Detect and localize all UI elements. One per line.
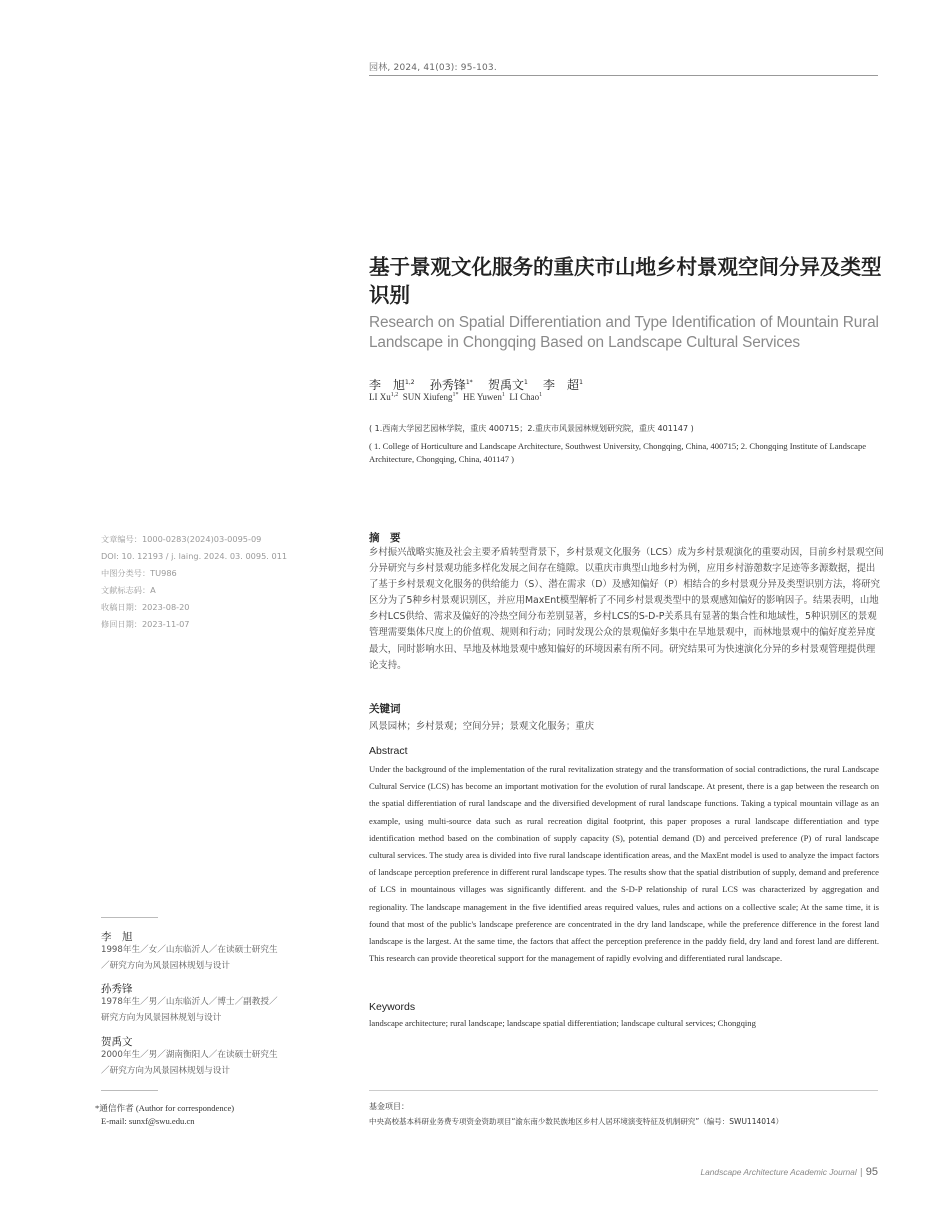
page-number: 95 (865, 1166, 878, 1178)
author-affiliation-mark: 1 (523, 379, 528, 386)
author-name: LI Xu (369, 392, 391, 402)
bio-name: 孙秀锋 (101, 983, 133, 995)
funding-text: 中央高校基本科研业务费专项资金资助项目“渝东南少数民族地区乡村人居环境演变特征及机制研究”（编号：SWU114014） (369, 1117, 784, 1126)
revised-date: 修回日期：2023-11-07 (101, 619, 190, 629)
author-affiliation-mark: 1* (465, 379, 473, 386)
title-chinese: 基于景观文化服务的重庆市山地乡村景观空间分异及类型识别 (369, 255, 882, 307)
keywords-text-chinese: 风景园林；乡村景观；空间分异；景观文化服务；重庆 (369, 721, 595, 732)
keywords-text-english: landscape architecture; rural landscape; landscape spatial differentiation; landscape cultural services; Chongqing (369, 1018, 756, 1028)
author-affiliation-mark: 1 (579, 379, 583, 386)
affiliations-english: ( 1. College of Horticulture and Landscape Architecture, Southwest University, Chongqing, China, 400715; 2. Chongqing Institute of Landscape Architecture, Chongqing, China, 401147 ) (369, 441, 867, 464)
classification-number: 中图分类号：TU986 (101, 568, 177, 578)
journal-citation: 园林, 2024, 41(03): 95-103. (369, 63, 497, 73)
abstract-text-english: Under the background of the implementation of the rural revitalization strategy and the transformation of social contradictions, the rural Landscape Cultural Service (LCS) has become an important motivation for the evolution of rural landscape. At present, there is a gap between the research on the spatial differentiation of rural landscape and the diversified development of rural landscape functions. Taking a typical mountain village as an example, using multi-source data such as rural recreation digital footprint, this paper proposes a rural landscape differentiation and type identification method based on the combination of supply capacity (S), potential demand (D) and perceived preference (P) of rural landscape cultural services. The study area is divided into five rural landscape identification areas, and the MaxEnt model is used to analyze the impact factors of landscape perception preference in different rural landscape types. The results show that the spatial distribution of supply, demand and preference of LCS in mountainous villages was significantly different. and the S-D-P relationship of rural LCS was characterized by aggregation and regionality. The landscape management in the five identified areas required values, rules and actions on a collective scale; At the same time, it is found that most of the public's landscape preference are concentrated in the dry land landscape, while the preference difference in the forest land landscape is the largest. At the same time, the factors that affect the perception preference in the paddy field, dry land and forest land are different. This research can provide theoretical support for the management of rapidly evolving and differentiated rural landscape. (369, 764, 879, 964)
bio-name: 李 旭 (101, 931, 133, 943)
received-date: 收稿日期：2023-08-20 (101, 602, 190, 612)
funding-heading: 基金项目： (369, 1102, 409, 1111)
keywords-heading-chinese: 关键词 (369, 703, 401, 715)
footer-separator: | (859, 1168, 863, 1178)
bio-text: 2000年生／男／湖南衡阳人／在读硕士研究生／研究方向为风景园林规划与设计 (101, 1050, 278, 1076)
author-name: SUN Xiufeng (402, 392, 453, 402)
doi: DOI: 10. 12193 / j. laing. 2024. 03. 0095. 011 (101, 551, 288, 561)
correspondence-email: E-mail: sunxf@swu.edu.cn (101, 1116, 195, 1126)
author-name: 李 超 (543, 378, 580, 392)
article-metadata (101, 531, 341, 633)
bio-top-rule (101, 917, 158, 918)
author-affiliation-mark: 1,2 (405, 379, 415, 386)
bio-bottom-rule (101, 1090, 158, 1091)
author-name: 李 旭 (369, 378, 406, 392)
keywords-heading-english: Keywords (369, 1001, 416, 1013)
author-name: 孙秀锋 (429, 378, 466, 392)
correspondence-note (95, 1102, 234, 1128)
page-footer (600, 1160, 878, 1179)
author-name: LI Chao (509, 392, 540, 402)
abstract-heading-english: Abstract (369, 745, 408, 757)
bio-text: 1998年生／女／山东临沂人／在读硕士研究生／研究方向为风景园林规划与设计 (101, 945, 278, 971)
bio-text: 1978年生／男／山东临沂人／博士／副教授／研究方向为风景园林规划与设计 (101, 997, 278, 1023)
author-affiliation-mark: 1 (539, 392, 543, 398)
document-code: 文献标志码：A (101, 585, 156, 595)
author-affiliation-mark: 1* (452, 392, 459, 398)
funding-rule (369, 1090, 878, 1091)
footer-journal-name: Landscape Architecture Academic Journal (700, 1167, 857, 1177)
author-name: 贺禹文 (487, 378, 524, 392)
author-affiliation-mark: 1 (501, 392, 505, 398)
author-name: HE Yuwen (463, 392, 502, 402)
affiliations-chinese: ( 1.西南大学园艺园林学院，重庆 400715；2.重庆市风景园林规划研究院，重庆 401147 ) (369, 424, 694, 433)
author-affiliation-mark: 1,2 (390, 392, 399, 398)
article-number: 文章编号：1000-0283(2024)03-0095-09 (101, 534, 262, 544)
header-rule (369, 75, 878, 76)
abstract-heading-chinese: 摘 要 (369, 532, 401, 544)
authors-chinese (369, 376, 583, 393)
authors-english (369, 392, 542, 402)
abstract-text-chinese: 乡村振兴战略实施及社会主要矛盾转型背景下，乡村景观文化服务（LCS）成为乡村景观演化的重要动因，目前乡村景观空间分异研究与乡村景观功能多样化发展之间存在缝隙。以重庆市典型山地乡村为例，应用乡村游憩数字足迹等多源数据，提出了基于乡村景观文化服务的供给能力（S）、潜在需求（D）及感知偏好（P）相结合的乡村景观分异及类型识别方法，将研究区分为了5种乡村景观识别区，并应用MaxEnt模型解析了不同乡村景观类型中的景观感知偏好的影响因子。结果表明，山地乡村LCS供给、需求及偏好的冷热空间分布差别显著，乡村LCS的S-D-P关系具有显著的集合性和地域性，5种识别区的景观管理需要集体尺度上的价值观、规则和行动；同时发现公众的景观偏好多集中在旱地景观中，而林地景观中的偏好度差异度最大，同时影响水田、旱地及林地景观中感知偏好的环境因素有所不同。研究结果可为快速演化分异的乡村景观管理提供理论支持。 (369, 547, 884, 671)
bio-name: 贺禹文 (101, 1036, 133, 1048)
title-english: Research on Spatial Differentiation and Type Identification of Mountain Rural Landscape in Chongqing Based on Landscape Cultural Services (369, 314, 879, 351)
correspondence-label: *通信作者 (Author for correspondence) (95, 1103, 235, 1113)
